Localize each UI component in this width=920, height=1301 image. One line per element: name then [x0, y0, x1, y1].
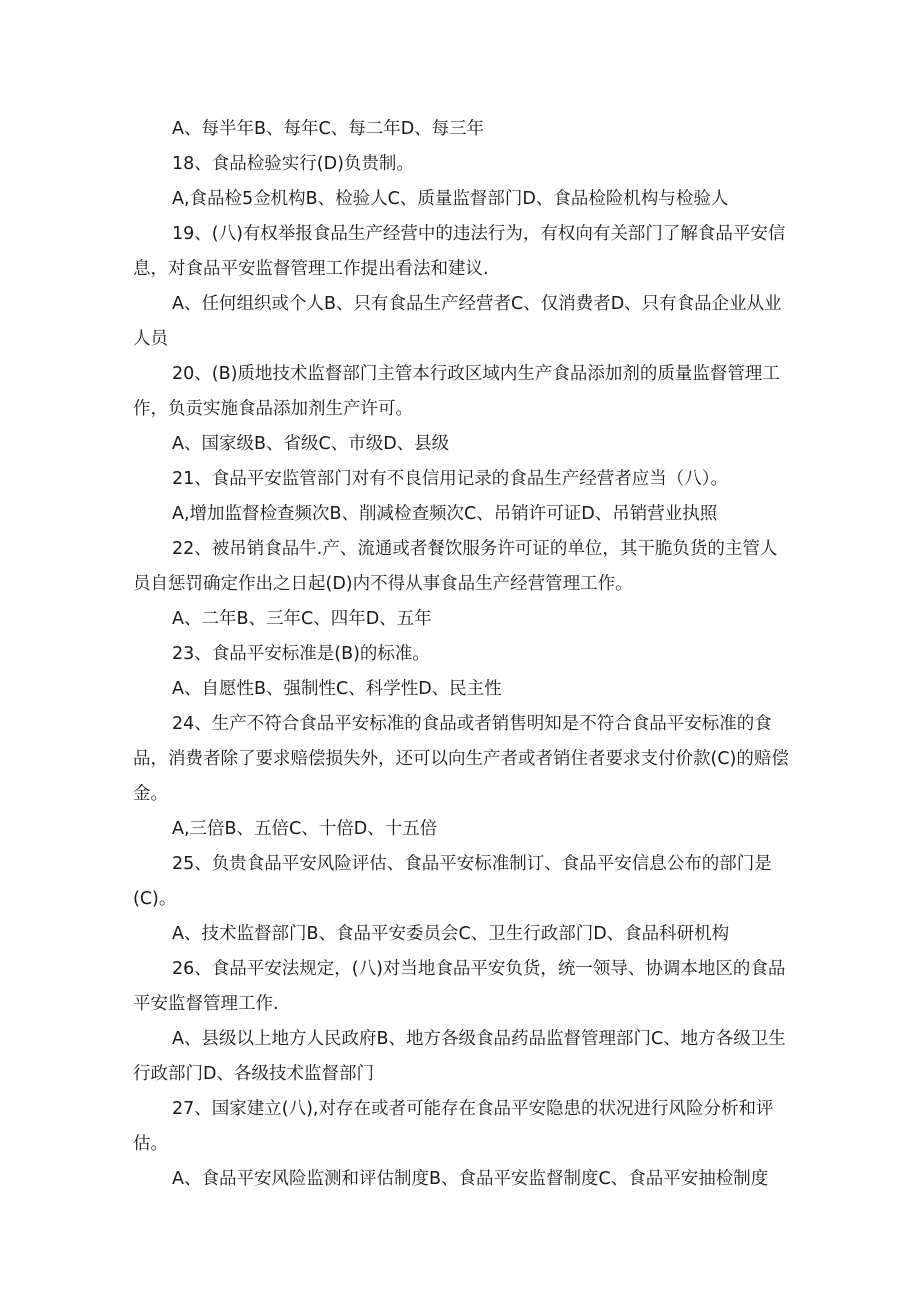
question-27: 27、国家建立(八),对存在或者可能存在食品平安隐患的状况进行风险分析和评估。: [133, 1099, 774, 1154]
answer-options-26: A、县级以上地方人民政府B、地方各级食品药品监督管理部门C、地方各级卫生行政部门D、各级技术监督部门: [133, 1029, 786, 1084]
question-18: 18、食品检验实行(D)负贵制。: [172, 154, 414, 174]
answer-options-24: A,三倍B、五倍C、十倍D、十五倍: [172, 819, 438, 839]
answer-options-21: A,增加监督检查频次B、削减检查频次C、吊销许可证D、吊销营业执照: [172, 504, 718, 524]
question-20: 20、(B)质地技术监督部门主管本行政区域内生产食品添加剂的质量监督管理工作，负贡实施食品添加剂生产许可。: [133, 364, 780, 419]
answer-options-20: A、国家级B、省级C、市级D、县级: [172, 434, 450, 454]
answer-options-19: A、任何组织或个人B、只有食品生产经营者C、仅消费者D、只有食品企业从业人员: [133, 294, 782, 349]
question-26: 26、食品平安法规定，(八)对当地食品平安负货，统一领导、协调本地区的食品平安监督管理工作.: [133, 959, 786, 1014]
question-21: 21、食品平安监管部门对有不良信用记录的食品生产经营者应当（八）。: [172, 469, 729, 489]
question-25: 25、负贵食品平安风险评估、食品平安标准制订、食品平安信息公布的部门是(C)。: [133, 854, 772, 909]
answer-options-22: A、二年B、三年C、四年D、五年: [172, 609, 432, 629]
document-body: [133, 112, 793, 1197]
answer-options-18: A,食品检5佥机构B、检验人C、质量监督部门D、食品检险机构与检验人: [172, 189, 729, 209]
answer-options-23: A、自愿性B、强制性C、科学性D、民主性: [172, 679, 502, 699]
question-19: 19、(八)有权举报食品生产经营中的违法行为，有权向有关部门了解食品平安信息，对食品平安监督管理工作提出看法和建议.: [133, 224, 786, 279]
question-22: 22、被吊销食品牛.产、流通或者餐饮服务许可证的单位，其干脆负货的主管人员自惩罚确定作出之日起(D)内不得从事食品生产经营管理工作。: [133, 539, 778, 594]
question-23: 23、食品平安标准是(B)的标准。: [172, 644, 430, 664]
question-24: 24、生产不符合食品平安标准的食品或者销售明知是不符合食品平安标准的食品，消费者除了要求赔偿损失外，还可以向生产者或者销住者要求支付价款(C)的赔偿金。: [133, 714, 789, 804]
answer-options-27: A、食品平安风险监测和评估制度B、食品平安监督制度C、食品平安抽检制度: [172, 1169, 769, 1189]
answer-options-17: A、每半年B、每年C、每二年D、每三年: [172, 119, 485, 139]
answer-options-25: A、技术监督部门B、食品平安委员会C、卫生行政部门D、食品科研机构: [172, 924, 730, 944]
